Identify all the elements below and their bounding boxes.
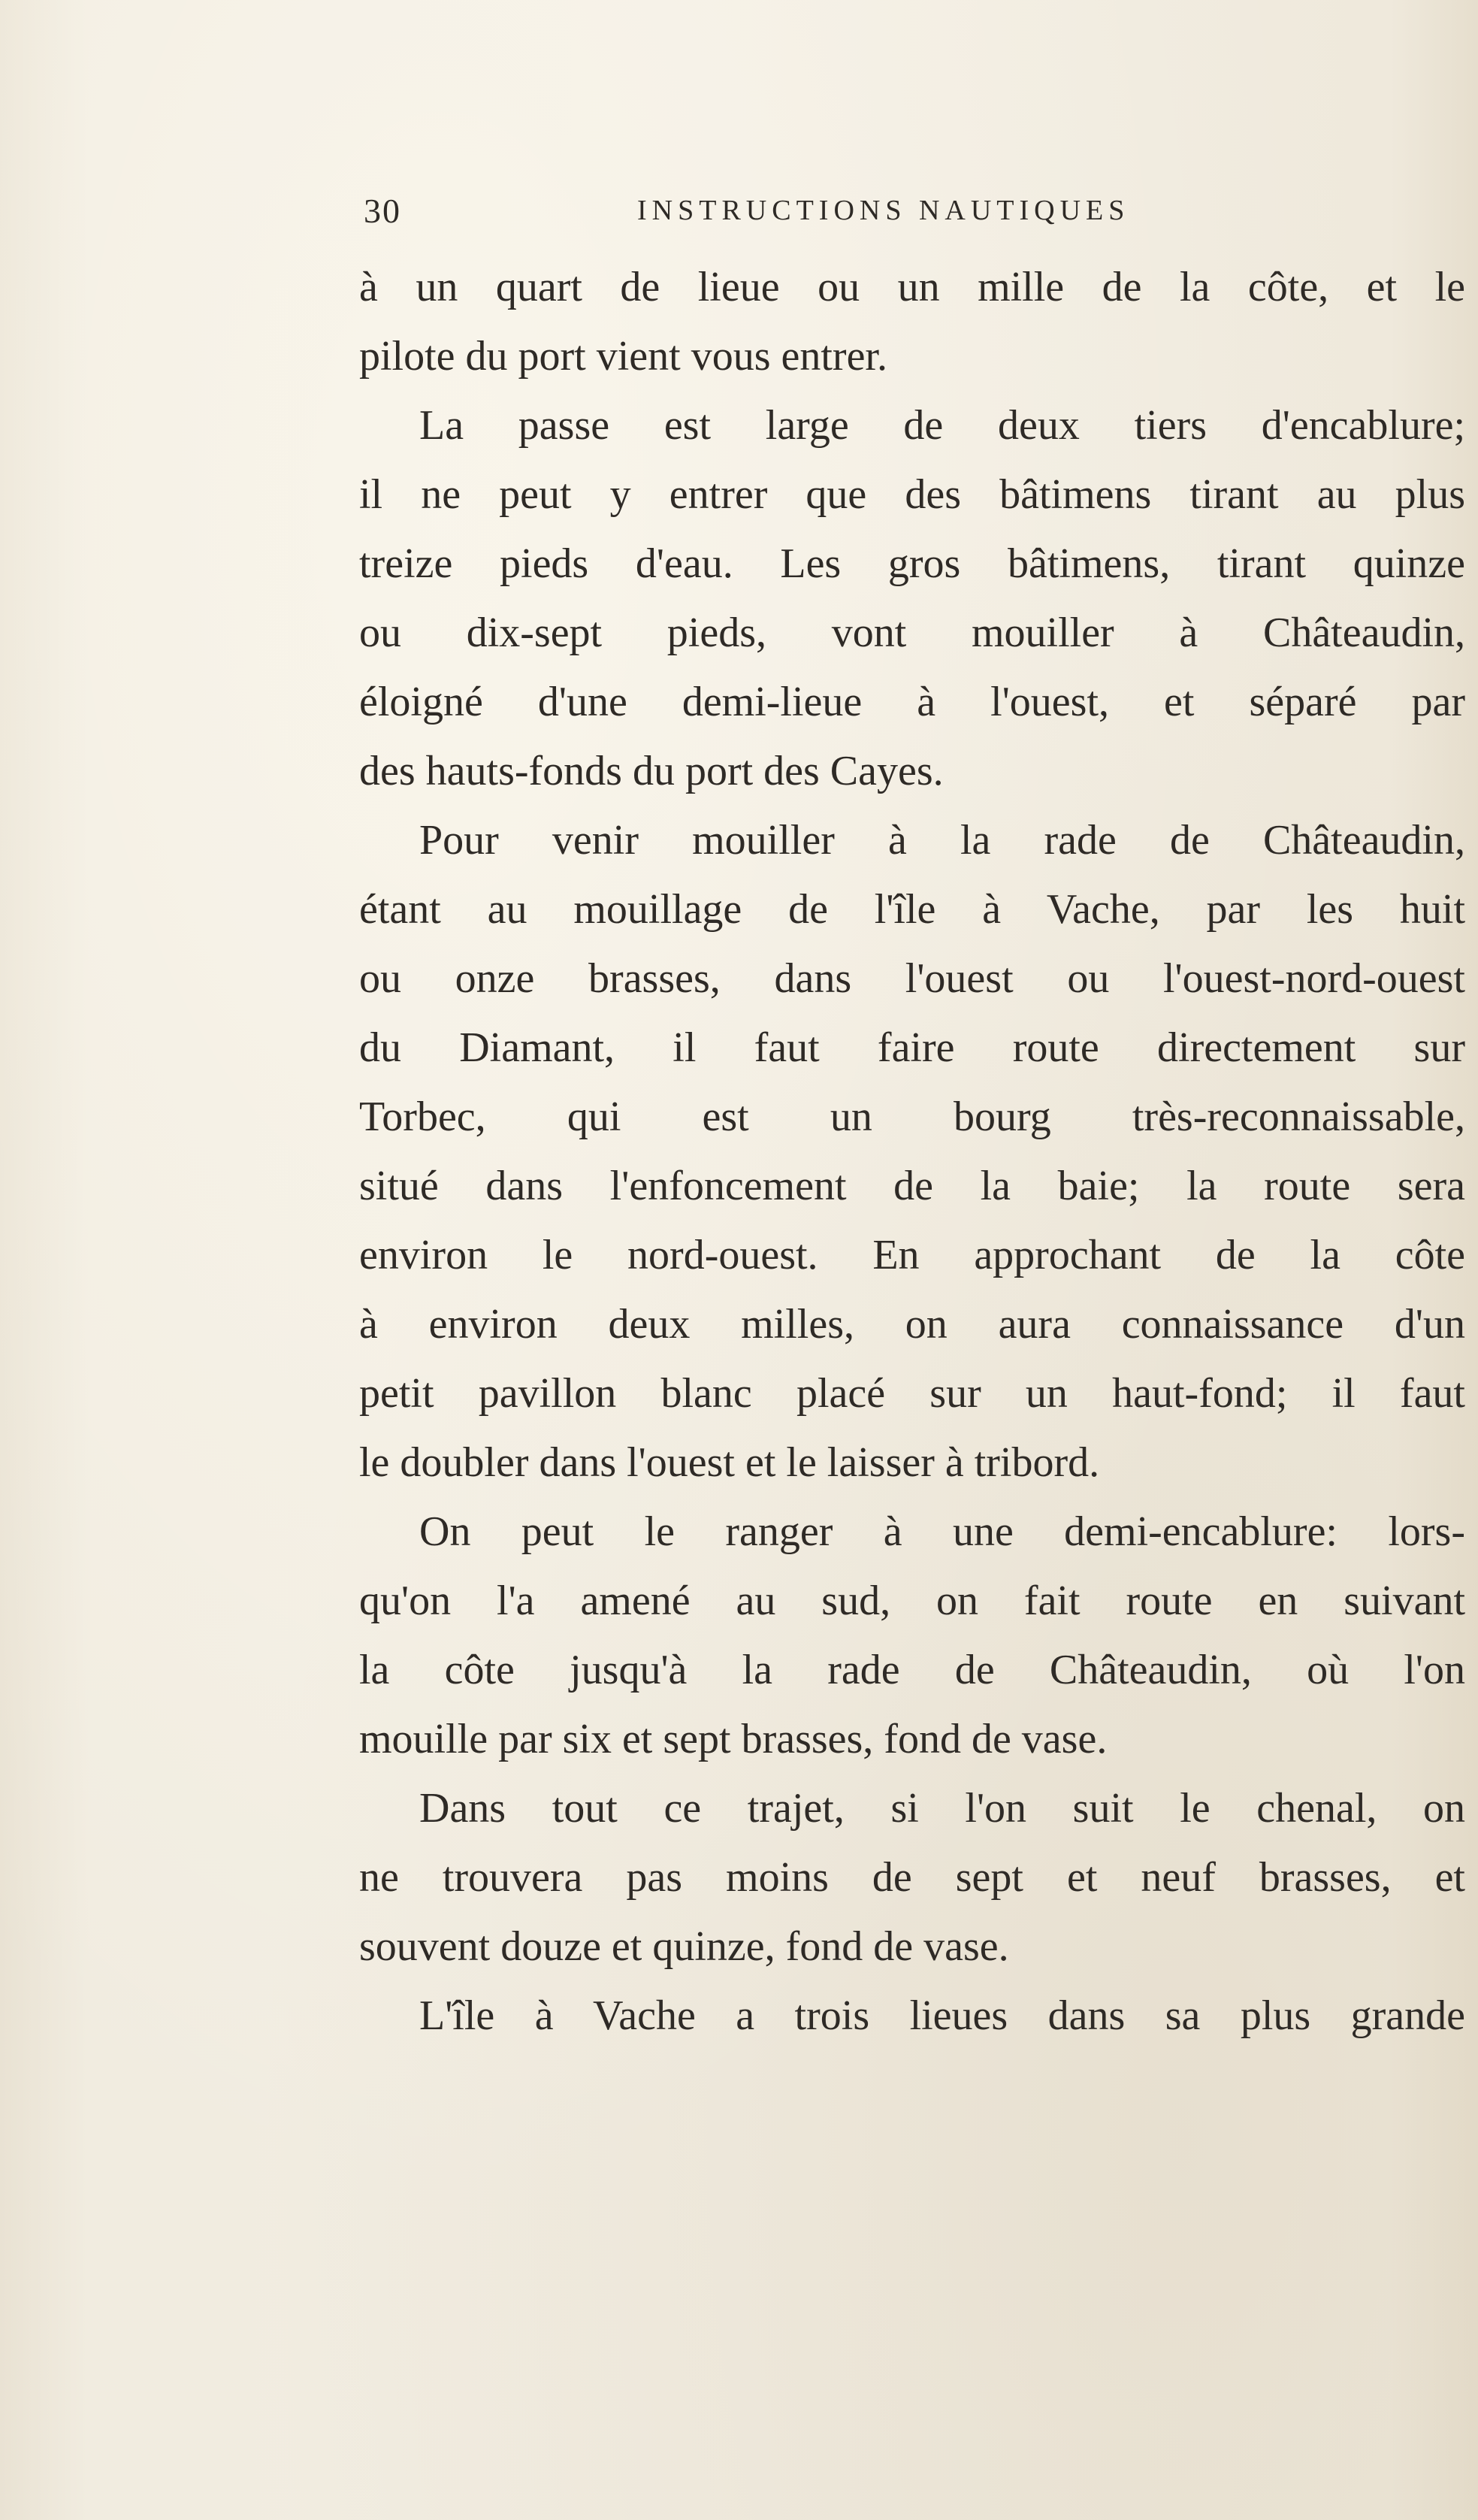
text-line: qu'on l'a amené au sud, on fait route en suivant (359, 1578, 1465, 1624)
text-line: ou onze brasses, dans l'ouest ou l'ouest-nord-ouest (359, 955, 1465, 1002)
text-line: le doubler dans l'ouest et le laisser à tribord. (359, 1439, 1100, 1486)
text-line: situé dans l'enfoncement de la baie; la route sera (359, 1163, 1465, 1209)
text-line: pilote du port vient vous entrer. (359, 333, 887, 380)
text-line: il ne peut y entrer que des bâtimens tirant au plus (359, 471, 1465, 518)
text-line: On peut le ranger à une demi-encablure: lors- (419, 1508, 1465, 1555)
text-line: La passe est large de deux tiers d'encablure; (419, 402, 1465, 449)
text-line: du Diamant, il faut faire route directement sur (359, 1024, 1465, 1071)
text-line: Torbec, qui est un bourg très-reconnaissable, (359, 1094, 1465, 1140)
text-line: Pour venir mouiller à la rade de Châteaudin, (419, 817, 1465, 864)
text-line: Dans tout ce trajet, si l'on suit le chenal, on (419, 1785, 1465, 1832)
page-number: 30 (364, 192, 401, 230)
running-title: INSTRUCTIONS NAUTIQUES (637, 195, 1130, 226)
text-line: environ le nord-ouest. En approchant de la côte (359, 1232, 1465, 1278)
text-line: des hauts-fonds du port des Cayes. (359, 748, 944, 794)
text-line: ou dix-sept pieds, vont mouiller à Châteaudin, (359, 610, 1465, 656)
text-line: à environ deux milles, on aura connaissance d'un (359, 1301, 1465, 1348)
text-line: étant au mouillage de l'île à Vache, par les huit (359, 886, 1465, 933)
text-line: treize pieds d'eau. Les gros bâtimens, tirant quinze (359, 540, 1465, 587)
text-line: souvent douze et quinze, fond de vase. (359, 1923, 1009, 1970)
text-line: L'île à Vache a trois lieues dans sa plus grande (419, 1992, 1465, 2039)
text-line: la côte jusqu'à la rade de Châteaudin, où l'on (359, 1647, 1465, 1693)
text-line: petit pavillon blanc placé sur un haut-fond; il faut (359, 1370, 1465, 1417)
page-header (359, 191, 1411, 236)
text-line: à un quart de lieue ou un mille de la côte, et le (359, 264, 1465, 310)
text-line: mouille par six et sept brasses, fond de vase. (359, 1716, 1108, 1762)
text-line: éloigné d'une demi-lieue à l'ouest, et séparé par (359, 679, 1465, 725)
text-line: ne trouvera pas moins de sept et neuf brasses, et (359, 1854, 1465, 1901)
